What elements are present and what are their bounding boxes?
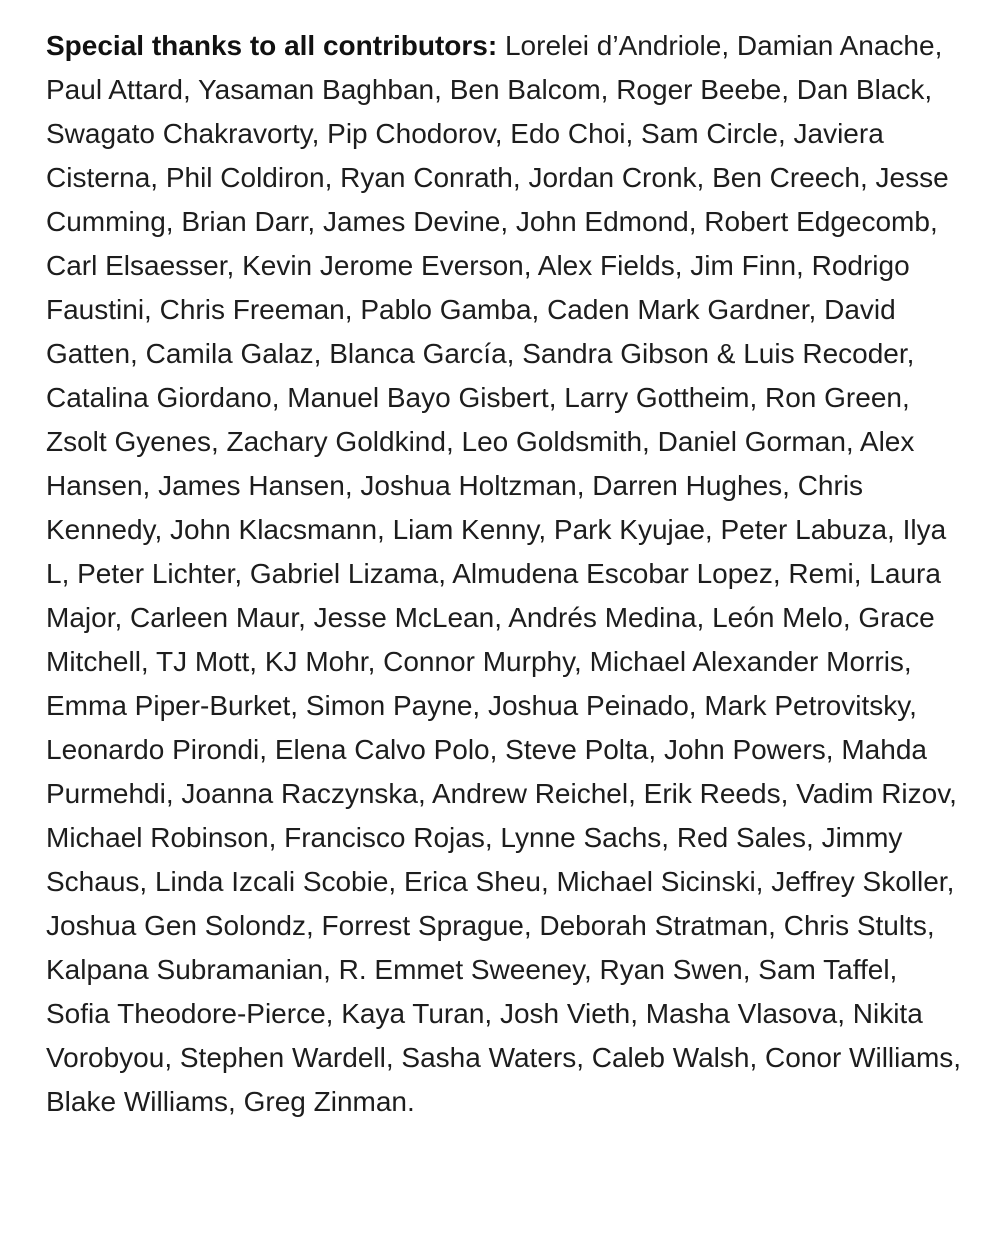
contributors-heading: Special thanks to all contributors: bbox=[46, 30, 498, 61]
contributors-paragraph bbox=[46, 24, 966, 1124]
contributors-list: Lorelei d’Andriole, Damian Anache, Paul Attard, Yasaman Baghban, Ben Balcom, Roger Beebe, Dan Black, Swagato Chakravorty, Pip Chodorov, Edo Choi, Sam Circle, Javiera Cisterna, Phil Coldiron, Ryan Conrath, Jordan Cronk, Ben Creech, Jesse Cumming, Brian Darr, James Devine, John Edmond, Robert Edgecomb, Carl Elsaesser, Kevin Jerome Everson, Alex Fields, Jim Finn, Rodrigo Faustini, Chris Freeman, Pablo Gamba, Caden Mark Gardner, David Gatten, Camila Galaz, Blanca García, Sandra Gibson & Luis Recoder, Catalina Giordano, Manuel Bayo Gisbert, Larry Gottheim, Ron Green, Zsolt Gyenes, Zachary Goldkind, Leo Goldsmith, Daniel Gorman, Alex Hansen, James Hansen, Joshua Holtzman, Darren Hughes, Chris Kennedy, John Klacsmann, Liam Kenny, Park Kyujae, Peter Labuza, Ilya L, Peter Lichter, Gabriel Lizama, Almudena Escobar Lopez, Remi, Laura Major, Carleen Maur, Jesse McLean, Andrés Medina, León Melo, Grace Mitchell, TJ Mott, KJ Mohr, Connor Murphy, Michael Alexander Morris, Emma Piper-Burket, Simon Payne, Joshua Peinado, Mark Petrovitsky, Leonardo Pirondi, Elena Calvo Polo, Steve Polta, John Powers, Mahda Purmehdi, Joanna Raczynska, Andrew Reichel, Erik Reeds, Vadim Rizov, Michael Robinson, Francisco Rojas, Lynne Sachs, Red Sales, Jimmy Schaus, Linda Izcali Scobie, Erica Sheu, Michael Sicinski, Jeffrey Skoller, Joshua Gen Solondz, Forrest Sprague, Deborah Stratman, Chris Stults, Kalpana Subramanian, R. Emmet Sweeney, Ryan Swen, Sam Taffel, Sofia Theodore-Pierce, Kaya Turan, Josh Vieth, Masha Vlasova, Nikita Vorobyou, Stephen Wardell, Sasha Waters, Caleb Walsh, Conor Williams, Blake Williams, Greg Zinman. bbox=[46, 30, 962, 1117]
